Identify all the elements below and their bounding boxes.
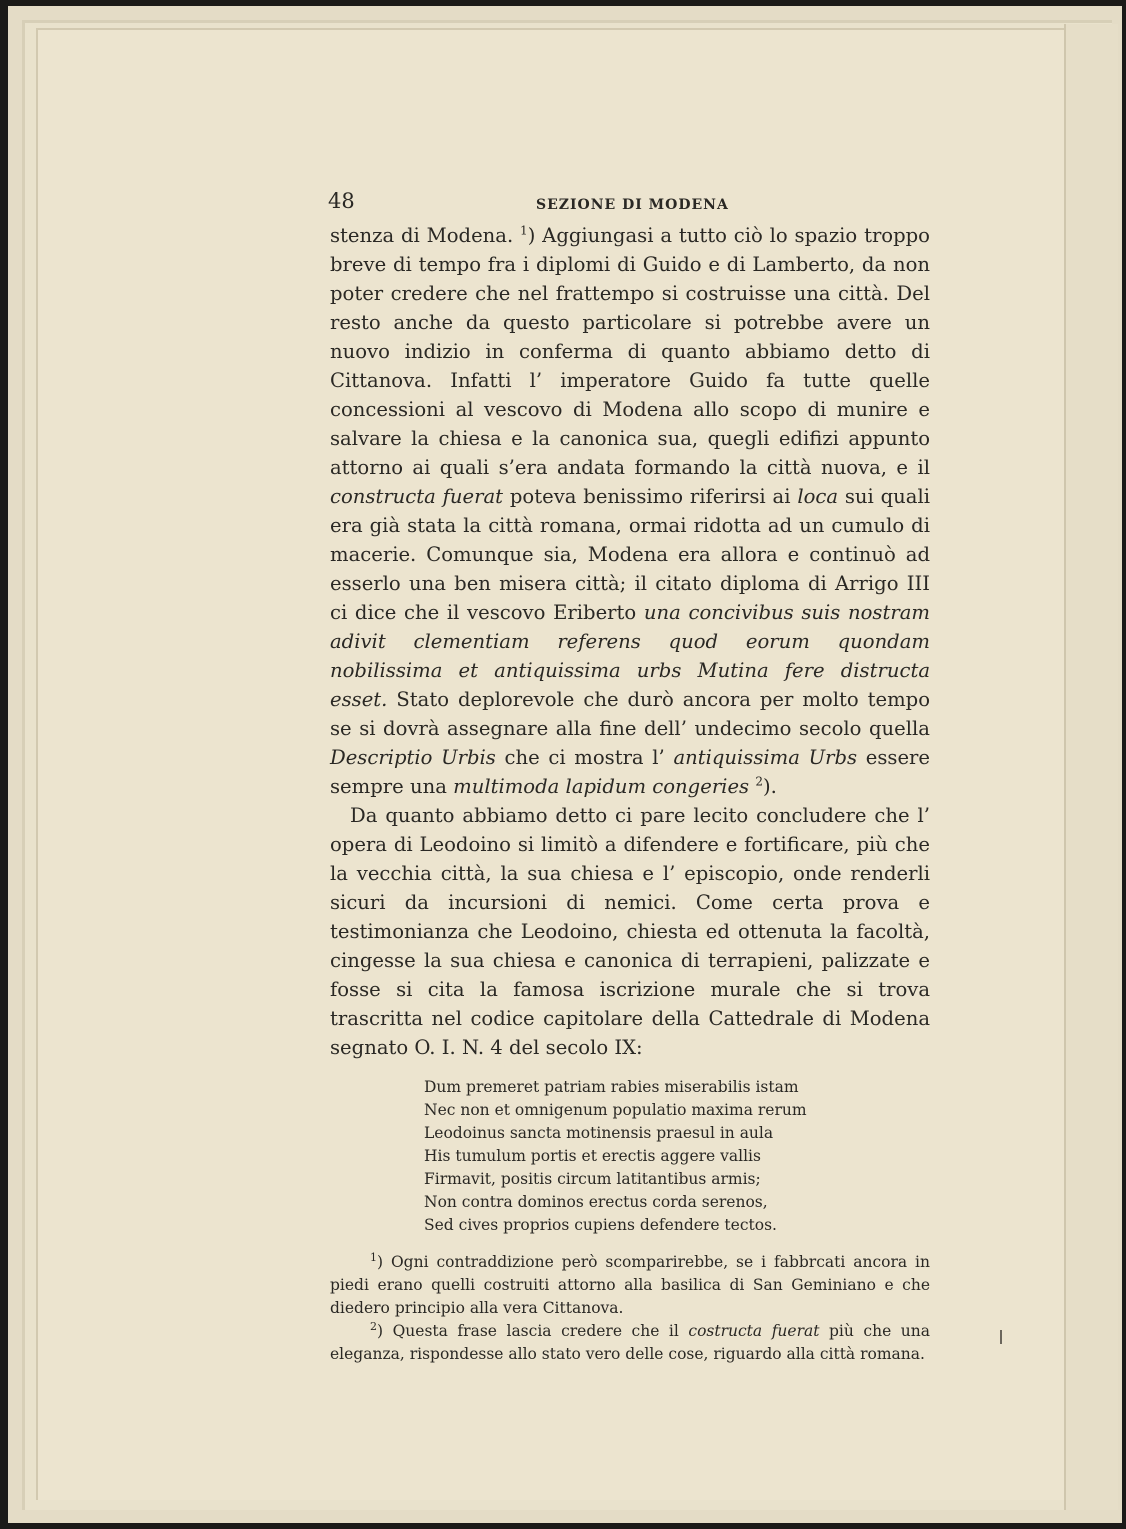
verse-line: Firmavit, positis circum latitantibus armis; [424, 1170, 761, 1188]
footnote-2-mark: 2 [370, 1319, 377, 1333]
p1-italic-3: una concivibus suis nostram adivit clementiam referens quod eorum quondam nobilissima et antiquissima urbs Mutina fere distructa esset. [330, 601, 930, 711]
p1-text-2: ) Aggiungasi a tutto ciò lo spazio troppo breve di tempo fra i diplomi di Guido e di Lamberto, da non poter credere che nel frattempo si costruisse una città. Del resto anche da questo particolare si potrebbe avere un nuovo indizio in conferma di quanto abbiamo detto di Cittanova. Infatti l’ imperatore Guido fa tutte quelle concessioni al vescovo di Modena allo scopo di munire e salvare la chiesa e la canonica sua, quegli edifizi appunto attorno ai quali s’era andata formando la città nuova, e il [330, 224, 930, 479]
p1-text-7: essere sempre una [330, 746, 931, 798]
footnote-1-text: ) Ogni contraddizione però scomparirebbe, se i fabbrcati ancora in piedi erano quelli costruiti attorno alla basilica di San Geminiano e che diedero principio alla vera Cittanova. [330, 1253, 930, 1317]
footnotes [330, 1251, 930, 1366]
text-block [330, 185, 930, 1366]
footnote-1-mark: 1 [370, 1250, 377, 1264]
footnote-ref-1: 1 [520, 223, 528, 238]
ink-mark [1000, 1330, 1002, 1344]
footnote-2 [330, 1320, 930, 1366]
p1-italic-6: multimoda lapidum congeries [453, 775, 750, 798]
p1-text-4: sui quali era già stata la città romana, ormai ridotta ad un cumulo di macerie. Comunque sia, Modena era allora e continuò ad esserlo una ben misera città; il citato diploma di Arrigo III ci dice che il vescovo Eriberto [330, 485, 931, 624]
running-head [330, 185, 930, 221]
p1-italic-5: antiquissima Urbs [673, 746, 858, 769]
footnote-2-italic: costructa fuerat [688, 1322, 820, 1340]
p1-italic-2: loca [797, 485, 839, 508]
body-text [330, 221, 930, 1062]
verse-line: Non contra dominos erectus corda serenos, [424, 1193, 768, 1211]
p1-italic-4: Descriptio Urbis [330, 746, 496, 769]
verse-line: Leodoinus sancta motinensis praesul in aula [424, 1124, 774, 1142]
verse-line: His tumulum portis et erectis aggere vallis [424, 1147, 761, 1165]
footnote-2-text-2: più che una eleganza, rispondesse allo stato vero delle cose, riguardo alla città romana. [330, 1322, 931, 1363]
footnote-1 [330, 1251, 930, 1320]
p1-text-3: poteva benissimo riferirsi ai [503, 485, 798, 508]
p1-text-6: che ci mostra l’ [495, 746, 674, 769]
verse-line: Nec non et omnigenum populatio maxima rerum [424, 1101, 807, 1119]
p1-text-8: ). [762, 775, 777, 798]
footnote-2-text-1: ) Questa frase lascia credere che il [377, 1322, 689, 1340]
p1-text-1: stenza di Modena. [330, 224, 514, 247]
paragraph-1 [330, 221, 930, 801]
p1-text-5: Stato deplorevole che durò ancora per molto tempo se si dovrà assegnare alla fine dell’ undecimo secolo quella [330, 688, 930, 740]
facing-page-edge [1064, 24, 1118, 1510]
page-number: 48 [328, 189, 355, 213]
verse-line: Dum premeret patriam rabies miserabilis istam [424, 1078, 799, 1096]
footnote-ref-2: 2 [755, 774, 763, 789]
p1-italic-1: constructa fuerat [330, 485, 504, 508]
verse-line: Sed cives proprios cupiens defendere tectos. [424, 1216, 777, 1234]
paragraph-2: Da quanto abbiamo detto ci pare lecito concludere che l’ opera di Leodoino si limitò a difendere e fortificare, più che la vecchia città, la sua chiesa e l’ episcopio, onde renderli sicuri da incursioni di nemici. Come certa prova e testimonianza che Leodoino, chiesta ed ottenuta la facoltà, cingesse la sua chiesa e canonica di terrapieni, palizzate e fosse si cita la famosa iscrizione murale che si trova trascritta nel codice capitolare della Cattedrale di Modena segnato O. I. N. 4 del secolo IX: [330, 804, 930, 1059]
section-title: SEZIONE DI MODENA [536, 197, 729, 213]
inscription-verse [424, 1076, 930, 1237]
